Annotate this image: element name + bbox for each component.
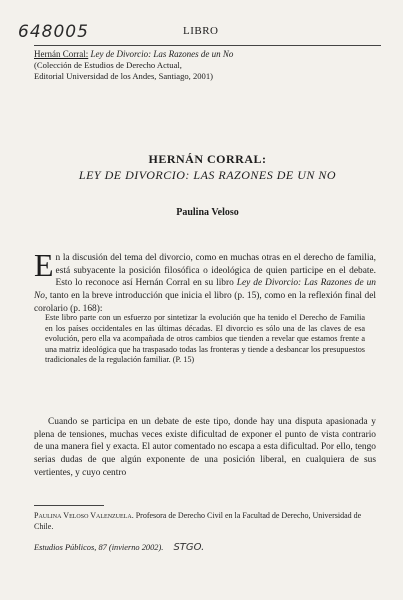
footnote-text: Profesora de Derecho Civil en la Facultad de Derecho, Universidad de Chile. xyxy=(34,511,362,531)
title-subtitle: LEY DE DIVORCIO: LAS RAZONES DE UN NO xyxy=(78,168,337,182)
body-paragraph-2: Cuando se participa en un debate de este tipo, donde hay una disputa apasionada y plena de tensiones, muchas veces existe dificultad de exponer el punto de vista contrario de una manera fiel y exacta. El autor comentado no escapa a esta dificultad. Por ello, tengo serias dudas de que algún exponente de una posición liberal, en cualquiera de sus vertientes, y cuyo centro xyxy=(34,417,376,478)
section-label: LIBRO xyxy=(183,25,219,37)
bibliographic-reference xyxy=(34,49,374,82)
body-paragraph-1 xyxy=(34,247,376,316)
footnote-rule xyxy=(34,505,104,506)
handwritten-stamp: STGO. xyxy=(173,542,205,553)
article-title xyxy=(34,152,381,183)
paragraph1-book-title: Ley de Divorcio: Las Razones de un No xyxy=(34,278,376,302)
journal-citation xyxy=(34,542,204,553)
journal-citation-text: Estudios Públicos, 87 (invierno 2002). xyxy=(34,543,164,552)
block-quote: Este libro parte con un esfuerzo por sintetizar la evolución que ha tenido el Derecho de Familia en los países occidentales en las últimas décadas. El divorcio es sólo una de las claves de esa evolución, pero ella va acompañada de otros cambios que tienden a revelar que estamos frente a una matriz ideológica que ha traspasado todas las fronteras y tiende a desbancar los presupuestos tradicionales de la regulación familiar. (P. 15) xyxy=(45,313,365,365)
biblio-author: Hernán Corral: xyxy=(34,49,89,59)
biblio-collection: (Colección de Estudios de Derecho Actual, xyxy=(34,60,182,70)
header-rule xyxy=(34,45,381,46)
title-author: HERNÁN CORRAL: xyxy=(148,152,267,166)
biblio-book-title: Ley de Divorcio: Las Razones de un No xyxy=(90,49,234,59)
paragraph1-text-b: , tanto en la breve introducción que inicia el libro (p. 15), como en la reflexión final del corolario (p. 168): xyxy=(34,291,376,314)
byline: Paulina Veloso xyxy=(176,207,239,218)
biblio-publisher: Editorial Universidad de los Andes, Santiago, 2001) xyxy=(34,71,214,81)
drop-cap: E xyxy=(34,247,54,283)
paragraph1-text-a: n la discusión del tema del divorcio, como en muchas otras en el derecho de familia, está subyacente la posición filosófica o ideológica de quien participe en el debate. Esto lo reconoce así Hernán Corral en su libro xyxy=(55,253,376,289)
handwritten-catalog-number: 648005 xyxy=(18,22,89,42)
footnote xyxy=(34,511,376,532)
footnote-author-name: Paulina Veloso Valenzuela. xyxy=(34,511,134,520)
